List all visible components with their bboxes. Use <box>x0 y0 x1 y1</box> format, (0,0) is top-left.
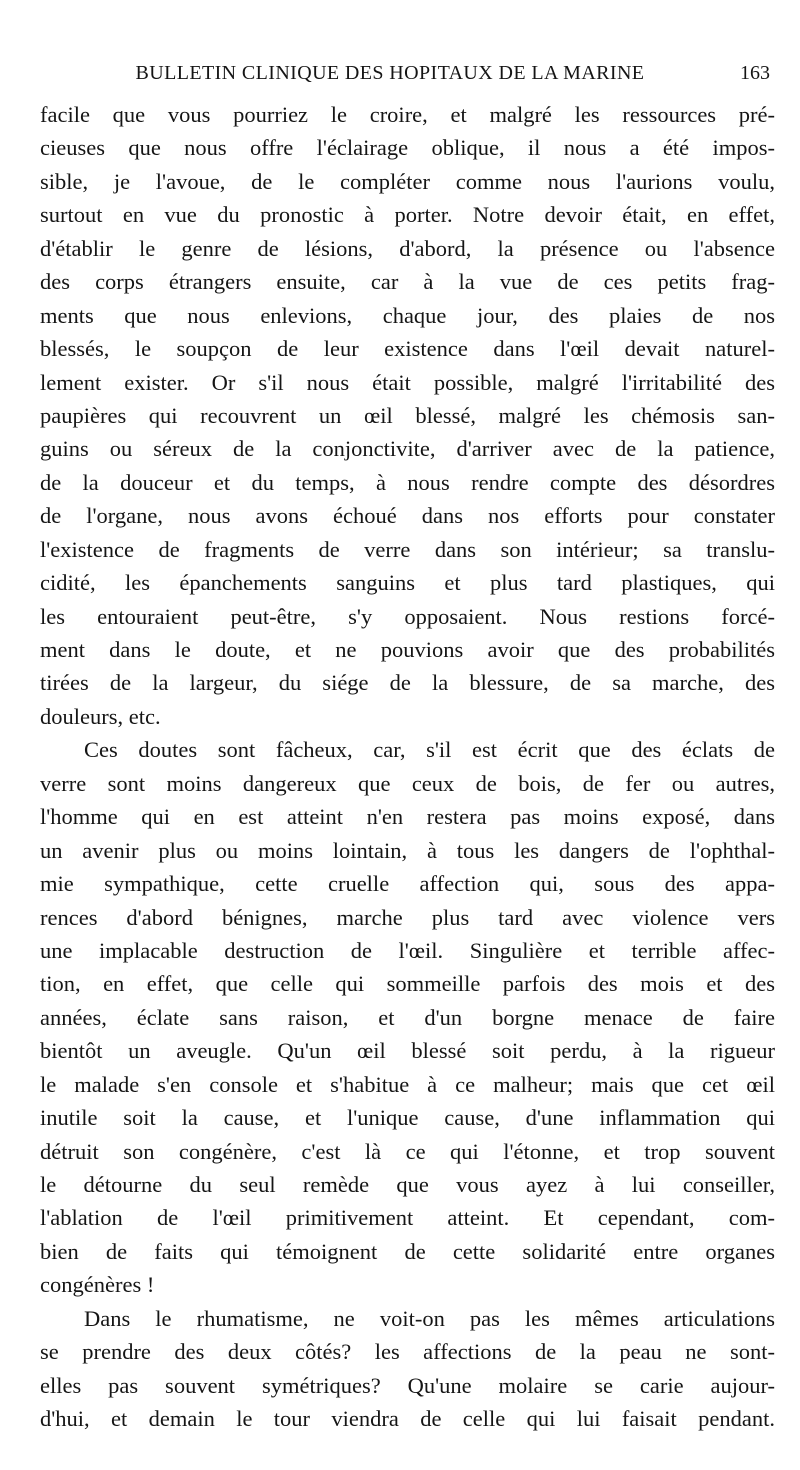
text-line: Dans le rhumatisme, ne voit-on pas les mêmes articulations <box>84 1305 775 1331</box>
text-line: lement exister. Or s'il nous était possible, malgré l'irritabilité des <box>40 369 775 395</box>
text-line: l'homme qui en est atteint n'en restera pas moins exposé, dans <box>40 804 775 830</box>
text-line: tirées de la largeur, du siége de la blessure, de sa marche, des <box>40 670 775 696</box>
text-line: une implacable destruction de l'œil. Singulière et terrible affec- <box>40 937 775 963</box>
text-line: années, éclate sans raison, et d'un borgne menace de faire <box>40 1004 775 1030</box>
page-number: 163 <box>740 62 770 84</box>
text-line: bien de faits qui témoignent de cette solidarité entre organes <box>40 1238 775 1264</box>
text-line: des corps étrangers ensuite, car à la vue de ces petits frag- <box>40 269 775 295</box>
text-line: verre sont moins dangereux que ceux de bois, de fer ou autres, <box>40 770 775 796</box>
text-line: l'ablation de l'œil primitivement atteint. Et cependant, com- <box>40 1205 775 1231</box>
text-line: d'établir le genre de lésions, d'abord, la présence ou l'absence <box>40 235 775 261</box>
text-line: rences d'abord bénignes, marche plus tard avec violence vers <box>40 904 775 930</box>
text-line: de l'organe, nous avons échoué dans nos efforts pour constater <box>40 503 775 529</box>
text-line: congénères ! <box>40 1272 155 1298</box>
page-header <box>40 62 780 92</box>
text-line: douleurs, etc. <box>40 703 161 729</box>
text-line: elles pas souvent symétriques? Qu'une molaire se carie aujour- <box>40 1372 775 1398</box>
body-text <box>40 98 775 1436</box>
text-line: guins ou séreux de la conjonctivite, d'arriver avec de la patience, <box>40 436 775 462</box>
text-line: tion, en effet, que celle qui sommeille parfois des mois et des <box>40 971 775 997</box>
text-line: Ces doutes sont fâcheux, car, s'il est écrit que des éclats de <box>84 737 775 763</box>
text-line: l'existence de fragments de verre dans son intérieur; sa translu- <box>40 536 775 562</box>
text-line: surtout en vue du pronostic à porter. Notre devoir était, en effet, <box>40 202 775 228</box>
text-line: sible, je l'avoue, de le compléter comme nous l'aurions voulu, <box>40 168 775 194</box>
text-line: mie sympathique, cette cruelle affection qui, sous des appa- <box>40 871 775 897</box>
text-line: ment dans le doute, et ne pouvions avoir que des probabilités <box>40 637 775 662</box>
text-line: cieuses que nous offre l'éclairage oblique, il nous a été impos- <box>40 135 775 161</box>
text-line: d'hui, et demain le tour viendra de celle qui lui faisait pendant. <box>40 1406 775 1432</box>
text-line: se prendre des deux côtés? les affections de la peau ne sont- <box>40 1339 775 1365</box>
text-line: inutile soit la cause, et l'unique cause, d'une inflammation qui <box>40 1105 775 1131</box>
text-line: cidité, les épanchements sanguins et plus tard plastiques, qui <box>40 570 775 596</box>
text-line: les entouraient peut-être, s'y opposaient. Nous restions forcé- <box>40 603 775 629</box>
text-line: ments que nous enlevions, chaque jour, des plaies de nos <box>40 302 775 328</box>
text-line: le détourne du seul remède que vous ayez à lui conseiller, <box>40 1172 775 1197</box>
text-line: paupières qui recouvrent un œil blessé, malgré les chémosis san- <box>40 402 775 428</box>
text-line: facile que vous pourriez le croire, et malgré les ressources pré- <box>40 102 775 127</box>
text-line: bientôt un aveugle. Qu'un œil blessé soit perdu, à la rigueur <box>40 1038 775 1064</box>
text-line: un avenir plus ou moins lointain, à tous les dangers de l'ophthal- <box>40 837 775 863</box>
running-head: BULLETIN CLINIQUE DES HOPITAUX DE LA MARINE <box>135 62 645 84</box>
text-line: blessés, le soupçon de leur existence dans l'œil devait naturel- <box>40 336 775 362</box>
text-line: détruit son congénère, c'est là ce qui l'étonne, et trop souvent <box>40 1138 775 1164</box>
text-line: de la douceur et du temps, à nous rendre compte des désordres <box>40 469 775 495</box>
text-line: le malade s'en console et s'habitue à ce malheur; mais que cet œil <box>40 1071 775 1097</box>
